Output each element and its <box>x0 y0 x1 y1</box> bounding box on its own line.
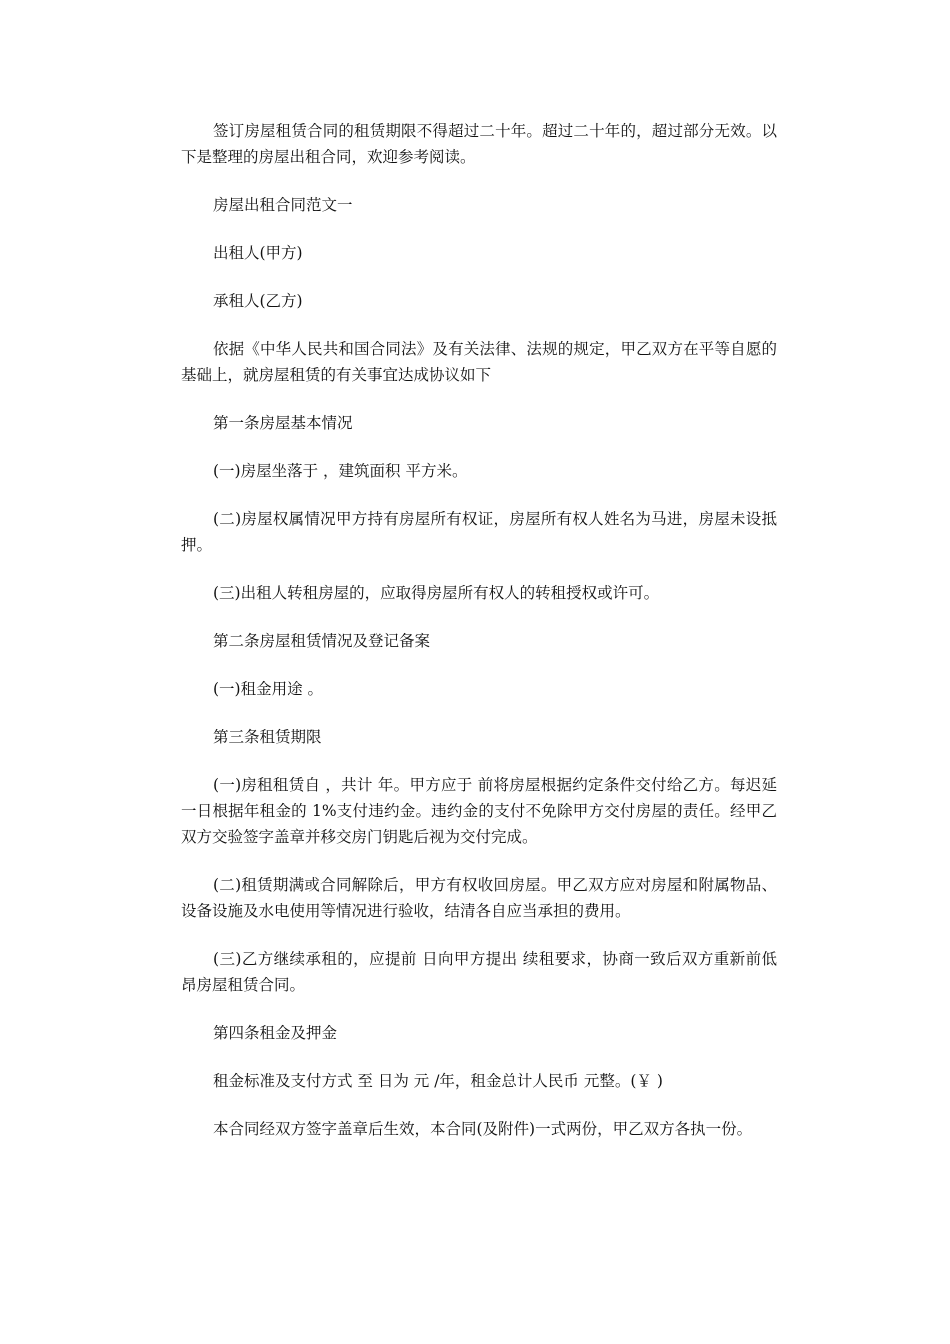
lessor-line: 出租人(甲方) <box>213 244 303 262</box>
intro-paragraph: 签订房屋租赁合同的租赁期限不得超过二十年。超过二十年的，超过部分无效。以下是整理的房屋出租合同，欢迎参考阅读。 <box>181 122 777 166</box>
article-1-clause-2: (二)房屋权属情况甲方持有房屋所有权证，房屋所有权人姓名为马进，房屋未设抵押。 <box>181 510 777 554</box>
article-4-heading: 第四条租金及押金 <box>213 1024 338 1042</box>
article-3-clause-3: (三)乙方继续承租的，应提前 日向甲方提出 续租要求，协商一致后双方重新前低昂房屋租赁合同。 <box>181 950 777 994</box>
document-page <box>181 118 777 1164</box>
article-2-clause-1: (一)租金用途 。 <box>213 680 324 698</box>
article-3-heading: 第三条租赁期限 <box>213 728 322 746</box>
article-2-heading: 第二条房屋租赁情况及登记备案 <box>213 632 431 650</box>
article-1-clause-1: (一)房屋坐落于 ，建筑面积 平方米。 <box>213 462 468 480</box>
article-1-clause-3: (三)出租人转租房屋的，应取得房屋所有权人的转租授权或许可。 <box>213 584 660 602</box>
article-3-clause-1: (一)房租租赁自 ，共计 年。甲方应于 前将房屋根据约定条件交付给乙方。每迟延一日根据年租金的 1%支付违约金。违约金的支付不免除甲方交付房屋的责任。经甲乙双方交验签字盖章并移交房门钥匙后视为交付完成。 <box>181 776 777 846</box>
article-4-rent-line: 租金标准及支付方式 至 日为 元 /年，租金总计人民币 元整。(￥ ) <box>213 1072 663 1090</box>
closing-paragraph: 本合同经双方签字盖章后生效，本合同(及附件)一式两份，甲乙双方各执一份。 <box>213 1120 753 1138</box>
lessee-line: 承租人(乙方) <box>213 292 303 310</box>
document-heading: 房屋出租合同范文一 <box>213 196 353 214</box>
article-3-clause-2: (二)租赁期满或合同解除后，甲方有权收回房屋。甲乙双方应对房屋和附属物品、设备设施及水电使用等情况进行验收，结清各自应当承担的费用。 <box>181 876 777 920</box>
article-1-heading: 第一条房屋基本情况 <box>213 414 353 432</box>
legal-basis-paragraph: 依据《中华人民共和国合同法》及有关法律、法规的规定，甲乙双方在平等自愿的基础上，就房屋租赁的有关事宜达成协议如下 <box>181 340 777 384</box>
